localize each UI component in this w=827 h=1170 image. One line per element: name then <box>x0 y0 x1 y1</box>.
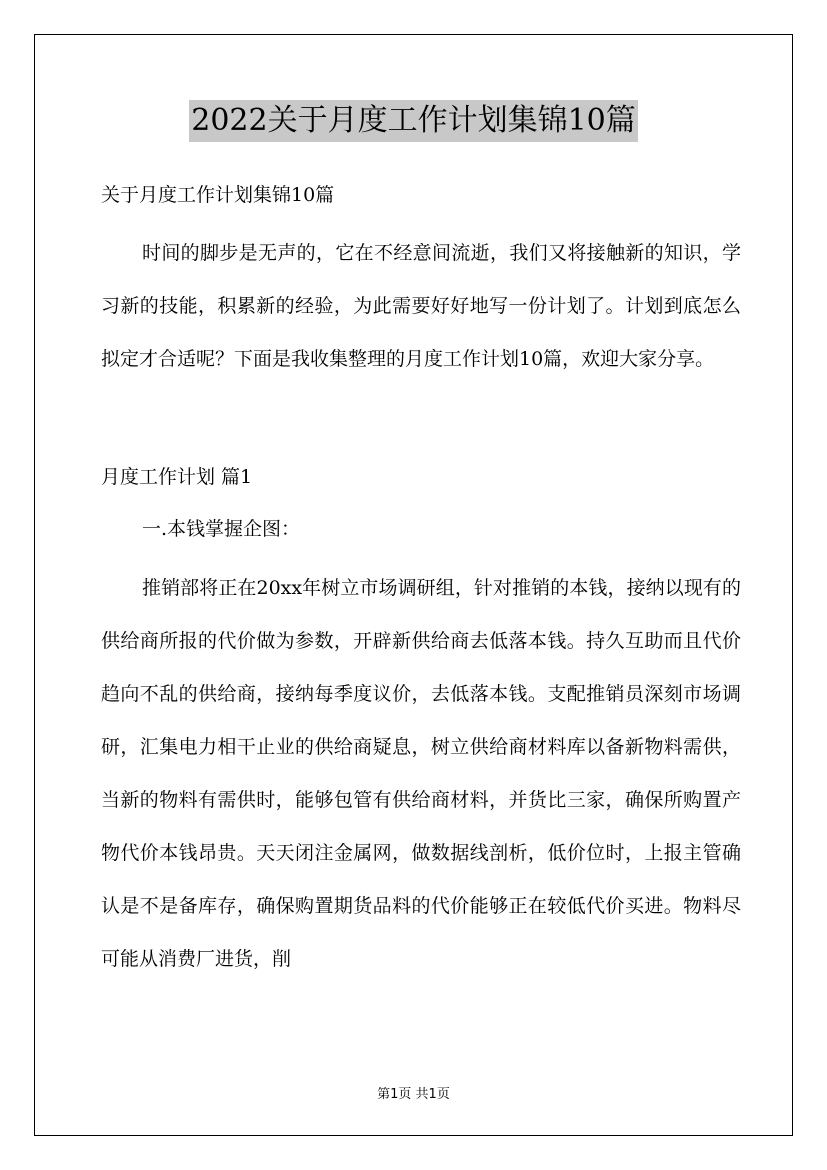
title-container <box>0 100 827 142</box>
page-footer: 第1页 共1页 <box>377 1087 450 1102</box>
document-subtitle: 关于月度工作计划集锦10篇 <box>101 184 335 206</box>
body-paragraph: 推销部将正在20xx年树立市场调研组，针对推销的本钱，接纳以现有的供给商所报的代价做为参数，开辟新供给商去低落本钱。持久互助而且代价趋向不乱的供给商，接纳每季度议价，去低落本钱。支配推销员深刻市场调研，汇集电力相干止业的供给商疑息，树立供给商材料库以备新物料需供，当新的物料有需供时，能够包管有供给商材料，并货比三家，确保所购置产物代价本钱昂贵。天天闭注金属网，做数据线剖析，低价位时，上报主管确认是不是备库存，确保购置期货品料的代价能够正在较低代价买进。物料尽可能从消费厂进货，削 <box>101 577 741 970</box>
intro-paragraph: 时间的脚步是无声的，它在不经意间流逝，我们又将接触新的知识，学习新的技能，积累新的经验，为此需要好好地写一份计划了。计划到底怎么拟定才合适呢？下面是我收集整理的月度工作计划10篇，欢迎大家分享。 <box>101 242 741 370</box>
section-subheading: 一.本钱掌握企图： <box>142 518 301 540</box>
section-heading: 月度工作计划 篇1 <box>101 466 253 488</box>
document-body <box>101 176 741 986</box>
document-title: 2022关于月度工作计划集锦10篇 <box>189 100 638 142</box>
